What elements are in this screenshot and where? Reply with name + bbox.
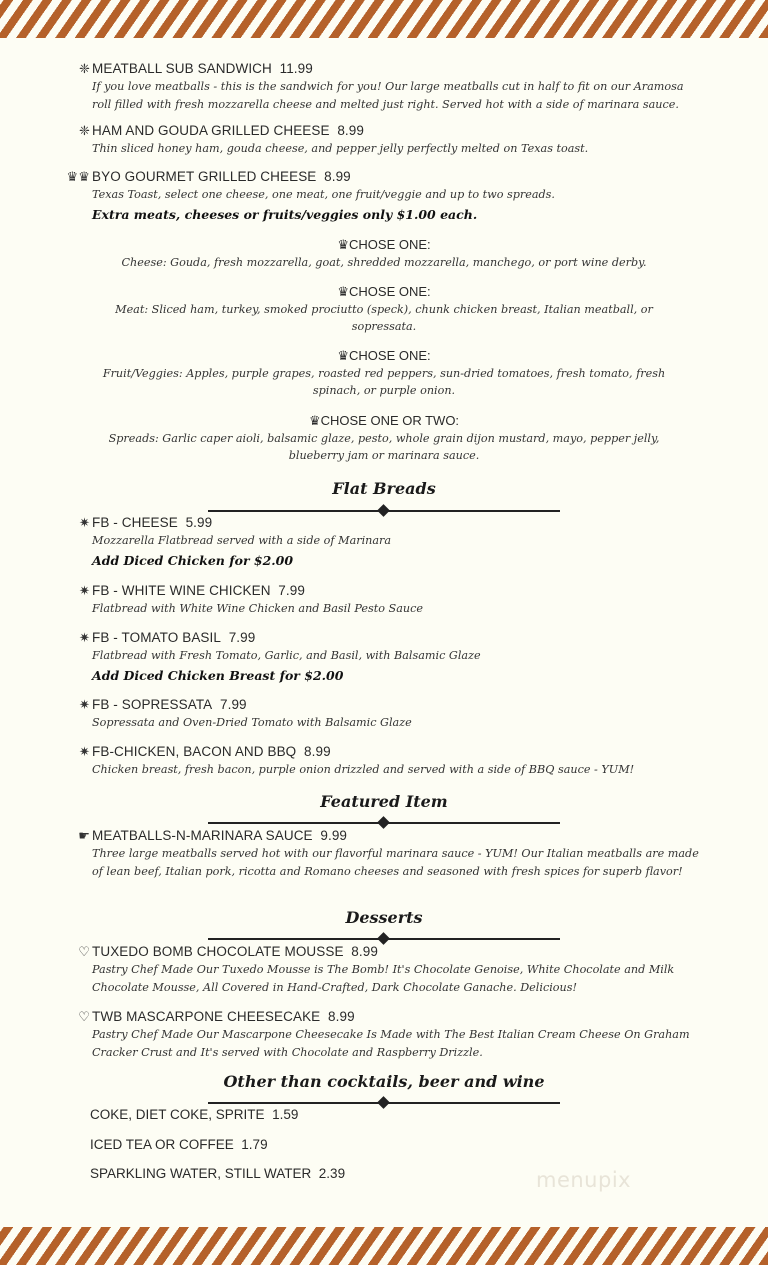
item-price: 8.99 bbox=[337, 123, 364, 138]
drink-price: 1.79 bbox=[241, 1137, 268, 1152]
drink-name: SPARKLING WATER, STILL WATER bbox=[90, 1166, 312, 1181]
item-description: Sopressata and Oven-Dried Tomato with Balsamic Glaze bbox=[92, 716, 412, 729]
drink-name: ICED TEA OR COFFEE bbox=[90, 1137, 234, 1152]
item-description: Three large meatballs served hot with our flavorful marinara sauce - YUM! Our Italian meatballs are made of lean beef, Italian pork, ricotta and Romano cheeses and seasoned with fresh spices for superb flavor! bbox=[92, 847, 699, 878]
drink-name: COKE, DIET COKE, SPRITE bbox=[90, 1107, 265, 1122]
section-divider bbox=[208, 822, 560, 824]
item-price: 7.99 bbox=[228, 630, 256, 645]
menu-item-ham-gouda bbox=[60, 122, 700, 158]
option-text: Spreads: Garlic caper aioli, balsamic glaze, pesto, whole grain dijon mustard, mayo, pepper jelly, blueberry jam or marinara sauce. bbox=[108, 432, 660, 462]
drink-item bbox=[90, 1137, 268, 1152]
byo-option-fruit-veggies bbox=[100, 347, 668, 399]
drink-price: 1.59 bbox=[272, 1107, 299, 1122]
option-heading: CHOSE ONE: bbox=[349, 237, 431, 252]
item-name: MEATBALL SUB SANDWICH bbox=[92, 61, 272, 76]
drink-item bbox=[90, 1107, 298, 1122]
pointing-hand-icon: ☛ bbox=[78, 828, 90, 843]
option-heading: CHOSE ONE: bbox=[349, 284, 431, 299]
item-name: MEATBALLS-N-MARINARA SAUCE bbox=[92, 828, 313, 843]
item-name: FB - CHEESE bbox=[92, 515, 178, 530]
asterisk-icon: ✷ bbox=[79, 744, 90, 759]
item-price: 8.99 bbox=[351, 944, 378, 959]
item-description: Pastry Chef Made Our Tuxedo Mousse is The Bomb! It's Chocolate Genoise, White Chocolate and Milk Chocolate Mousse, All Covered in Hand-Crafted, Dark Chocolate Ganache. Delicious! bbox=[92, 963, 675, 994]
menu-item-byo-grilled-cheese bbox=[60, 168, 700, 225]
item-name: HAM AND GOUDA GRILLED CHEESE bbox=[92, 123, 330, 138]
item-description: Chicken breast, fresh bacon, purple onion drizzled and served with a side of BBQ sauce - YUM! bbox=[92, 763, 635, 776]
asterisk-icon: ✷ bbox=[79, 583, 90, 598]
menu-item-mascarpone-cheesecake bbox=[60, 1008, 700, 1062]
menu-item-fb-sopressata bbox=[60, 696, 700, 732]
item-addon: Extra meats, cheeses or fruits/veggies only $1.00 each. bbox=[92, 207, 478, 222]
option-heading: CHOSE ONE: bbox=[349, 348, 431, 363]
section-title-drinks: Other than cocktails, beer and wine bbox=[223, 1072, 545, 1091]
item-description: Pastry Chef Made Our Mascarpone Cheesecake Is Made with The Best Italian Cream Cheese On Graham Cracker Crust and It's served with Chocolate and Raspberry Drizzle. bbox=[92, 1028, 690, 1059]
option-heading: CHOSE ONE OR TWO: bbox=[320, 413, 460, 428]
item-name: TWB MASCARPONE CHEESECAKE bbox=[92, 1009, 321, 1024]
byo-option-meat bbox=[100, 283, 668, 335]
asterisk-icon: ✷ bbox=[79, 515, 90, 530]
item-price: 8.99 bbox=[304, 744, 331, 759]
item-name: FB - WHITE WINE CHICKEN bbox=[92, 583, 271, 598]
item-price: 8.99 bbox=[324, 169, 351, 184]
menu-item-meatballs-marinara bbox=[60, 827, 700, 881]
item-name: TUXEDO BOMB CHOCOLATE MOUSSE bbox=[92, 944, 344, 959]
option-text: Fruit/Veggies: Apples, purple grapes, roasted red peppers, sun-dried tomatoes, fresh tomato, fresh spinach, or purple onion. bbox=[102, 367, 666, 397]
item-description: Mozzarella Flatbread served with a side of Marinara bbox=[92, 534, 392, 547]
crown-icon: ♛♛ bbox=[66, 169, 90, 184]
asterisk-icon: ✷ bbox=[79, 630, 90, 645]
menu-item-fb-cheese bbox=[60, 514, 700, 571]
item-addon: Add Diced Chicken for $2.00 bbox=[92, 553, 294, 568]
snowflake-icon: ❈ bbox=[79, 123, 90, 138]
bottom-stripe-border bbox=[0, 1227, 768, 1265]
item-addon: Add Diced Chicken Breast for $2.00 bbox=[92, 668, 344, 683]
option-text: Meat: Sliced ham, turkey, smoked prociutto (speck), chunk chicken breast, Italian meatball, or sopressata. bbox=[115, 303, 653, 333]
item-price: 9.99 bbox=[320, 828, 348, 843]
item-name: FB - TOMATO BASIL bbox=[92, 630, 221, 645]
diamond-icon bbox=[377, 1096, 390, 1109]
byo-option-spreads bbox=[100, 412, 668, 464]
drink-price: 2.39 bbox=[318, 1166, 346, 1181]
item-price: 11.99 bbox=[279, 61, 313, 76]
menu-item-tuxedo-bomb bbox=[60, 943, 700, 997]
item-description: If you love meatballs - this is the sandwich for you! Our large meatballs cut in half to fit on our Aramosa roll filled with fresh mozzarella cheese and melted just right. Served hot with a side of marinara sauce. bbox=[92, 80, 684, 111]
menu-item-fb-white-wine-chicken bbox=[60, 582, 700, 618]
item-name: FB - SOPRESSATA bbox=[92, 697, 213, 712]
section-title-featured-item: Featured Item bbox=[320, 792, 448, 811]
menu-item-fb-chicken-bacon-bbq bbox=[60, 743, 700, 779]
item-description: Flatbread with White Wine Chicken and Basil Pesto Sauce bbox=[92, 602, 423, 615]
item-price: 7.99 bbox=[219, 697, 247, 712]
crown-icon: ♛ bbox=[337, 237, 350, 252]
item-description: Texas Toast, select one cheese, one meat, one fruit/veggie and up to two spreads. bbox=[92, 188, 555, 201]
item-price: 7.99 bbox=[278, 583, 305, 598]
item-description: Flatbread with Fresh Tomato, Garlic, and Basil, with Balsamic Glaze bbox=[92, 649, 481, 662]
asterisk-icon: ✷ bbox=[79, 697, 90, 712]
drink-item bbox=[90, 1166, 345, 1181]
section-divider bbox=[208, 1102, 560, 1104]
item-price: 5.99 bbox=[185, 515, 213, 530]
section-divider bbox=[208, 938, 560, 940]
section-divider bbox=[208, 510, 560, 512]
section-title-desserts: Desserts bbox=[345, 908, 423, 927]
crown-icon: ♛ bbox=[308, 413, 321, 428]
option-text: Cheese: Gouda, fresh mozzarella, goat, shredded mozzarella, manchego, or port wine derby. bbox=[121, 256, 647, 269]
crown-icon: ♛ bbox=[337, 348, 350, 363]
item-price: 8.99 bbox=[328, 1009, 355, 1024]
watermark: menupix bbox=[536, 1168, 632, 1192]
menu-item-meatball-sub bbox=[60, 60, 700, 114]
crown-icon: ♛ bbox=[337, 284, 350, 299]
item-name: FB-CHICKEN, BACON AND BBQ bbox=[92, 744, 297, 759]
heart-icon: ♡ bbox=[78, 944, 90, 959]
snowflake-icon: ❈ bbox=[79, 61, 90, 76]
item-name: BYO GOURMET GRILLED CHEESE bbox=[92, 169, 317, 184]
byo-option-cheese bbox=[100, 236, 668, 271]
heart-icon: ♡ bbox=[78, 1009, 90, 1024]
item-description: Thin sliced honey ham, gouda cheese, and pepper jelly perfectly melted on Texas toast. bbox=[92, 142, 589, 155]
menu-item-fb-tomato-basil bbox=[60, 629, 700, 686]
section-title-flat-breads: Flat Breads bbox=[332, 479, 436, 498]
